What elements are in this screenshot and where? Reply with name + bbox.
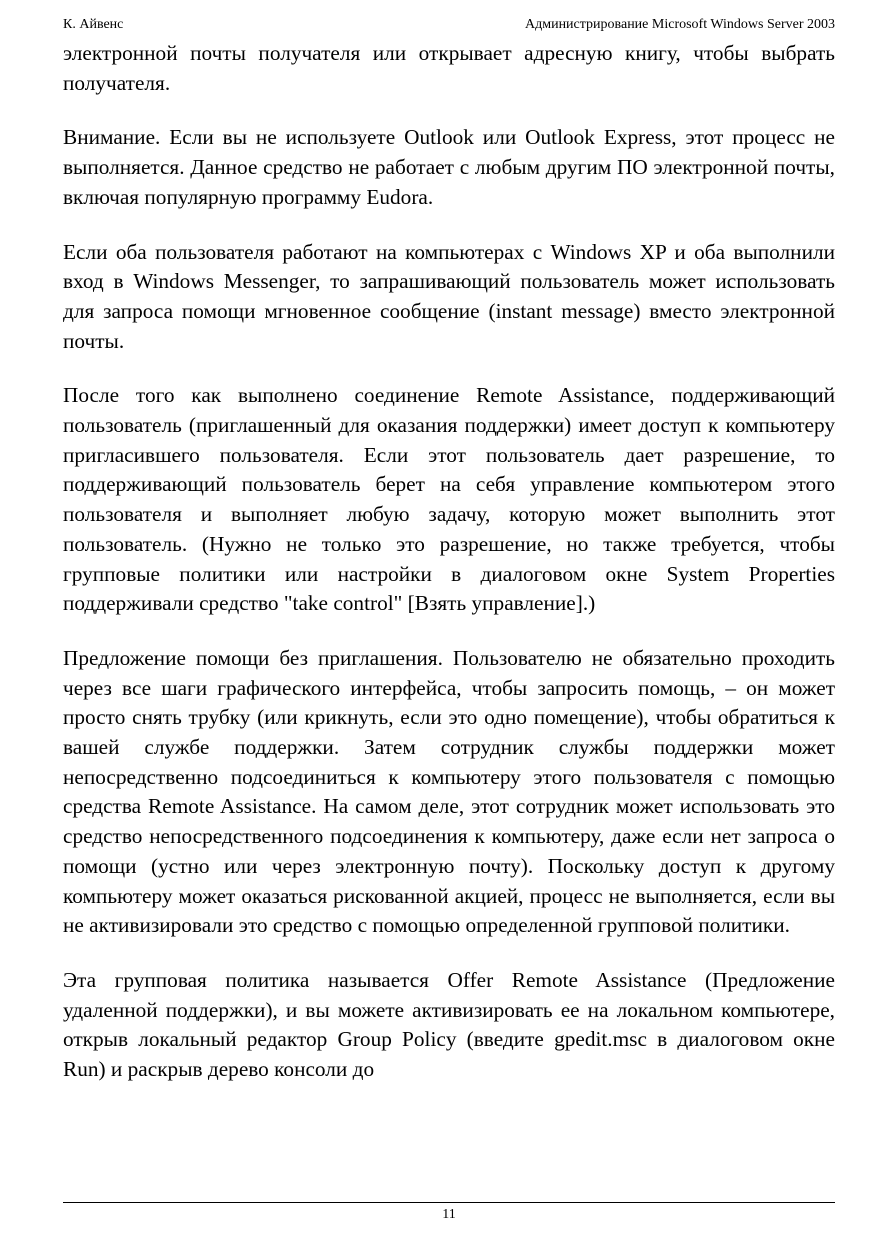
paragraph-continued: электронной почты получателя или открывает адресную книгу, чтобы выбрать получателя.: [63, 41, 835, 95]
document-page: [63, 0, 835, 1241]
paragraph-group-policy: Эта групповая политика называется Offer Remote Assistance (Предложение удаленной поддержки), и вы можете активизировать ее на локальном компьютере, открыв локальный редактор Group Policy (введите gpedit.msc в диалоговом окне Run) и раскрыв дерево консоли до: [63, 967, 835, 1082]
footer-divider: [63, 1202, 835, 1203]
running-header: [63, 16, 835, 34]
header-book-title: Администрирование Microsoft Windows Server 2003: [524, 17, 835, 32]
paragraph-note-outlook: Внимание. Если вы не используете Outlook или Outlook Express, этот процесс не выполняется. Данное средство не работает с любым другим ПО электронной почты, включая популярную программу Eudora.: [63, 125, 835, 209]
paragraph-messenger: Если оба пользователя работают на компьютерах с Windows XP и оба выполнили вход в Windows Messenger, то запрашивающий пользователь может использовать для запроса помощи мгновенное сообщение (instant message) вместо электронной почты.: [63, 239, 835, 353]
body-text: [63, 39, 835, 1110]
paragraph-offer-help: Предложение помощи без приглашения. Пользователю не обязательно проходить через все шаги графического интерфейса, чтобы запросить помощь, – он может просто снять трубку (или крикнуть, если это одно помещение), чтобы обратиться к вашей службе поддержки. Затем сотрудник службы поддержки может непосредственно подсоединиться к компьютеру этого пользователя с помощью средства Remote Assistance. На самом деле, этот сотрудник может использовать это средство непосредственного подсоединения к компьютеру, даже если нет запроса о помощи (устно или через электронную почту). Поскольку доступ к другому компьютеру может оказаться рискованной акцией, процесс не выполняется, если вы не активизировали это средство с помощью определенной групповой политики.: [63, 645, 835, 938]
header-author: К. Айвенс: [63, 17, 124, 32]
paragraph-take-control: После того как выполнено соединение Remote Assistance, поддерживающий пользователь (приглашенный для оказания поддержки) имеет доступ к компьютеру пригласившего пользователя. Если этот пользователь дает разрешение, то поддерживающий пользователь берет на себя управление компьютером этого пользователя и выполняет любую задачу, которую может выполнить этот пользователь. (Нужно не только это разрешение, но также требуется, чтобы групповые политики или настройки в диалоговом окне System Properties поддерживали средство "take control" [Взять управление].): [63, 383, 835, 616]
page-number: 11: [442, 1207, 456, 1222]
